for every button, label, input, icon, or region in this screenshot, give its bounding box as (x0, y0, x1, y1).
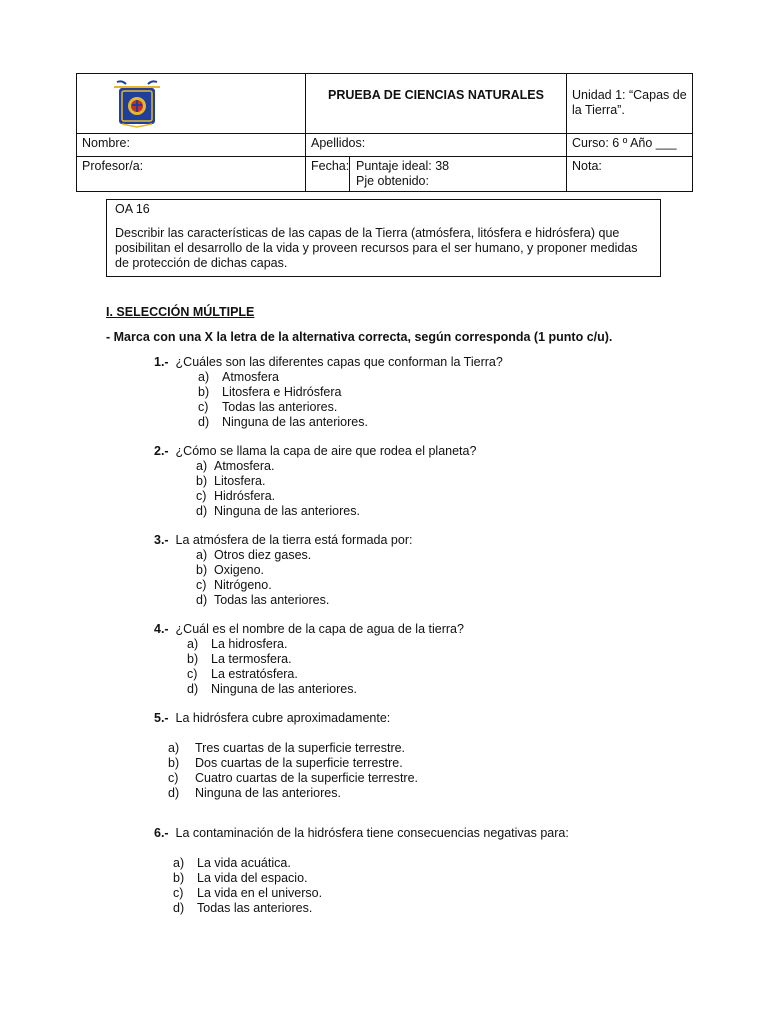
question-text: ¿Cuál es el nombre de la capa de agua de la tierra? (175, 622, 464, 636)
option-c[interactable]: c) Todas las anteriores. (198, 400, 338, 414)
course-label: Curso: 6 º Año ___ (567, 134, 693, 157)
school-crest-icon (108, 80, 166, 128)
ideal-score-label: Puntaje ideal: 38 (356, 159, 450, 173)
option-a[interactable]: a) La vida acuática. (173, 856, 291, 870)
option-d[interactable]: d) Ninguna de las anteriores. (187, 682, 357, 696)
name-label: Nombre: (77, 134, 306, 157)
question-text: La hidrósfera cubre aproximadamente: (175, 711, 391, 725)
question-text: La contaminación de la hidrósfera tiene consecuencias negativas para: (175, 826, 569, 840)
option-d[interactable]: d) Ninguna de las anteriores. (168, 786, 341, 800)
option-d[interactable]: d) Ninguna de las anteriores. (196, 504, 360, 518)
option-c[interactable]: c) Cuatro cuartas de la superficie terrestre. (168, 771, 419, 785)
date-score-cell (306, 157, 567, 192)
objective-text: Describir las características de las capas de la Tierra (atmósfera, litósfera e hidrósfera) que posibilitan el desarrollo de la vida y proveen recursos para el ser humano, y proponer medidas de protección de dichas capas. (115, 226, 638, 270)
option-b[interactable]: b) Litosfera e Hidrósfera (198, 385, 342, 399)
exam-title: PRUEBA DE CIENCIAS NATURALES (306, 74, 567, 134)
option-d[interactable]: d) Todas las anteriores. (173, 901, 313, 915)
option-a[interactable]: a) La hidrosfera. (187, 637, 288, 651)
section-instruction: - Marca con una X la letra de la alternativa correcta, según corresponda (1 punto c/u). (106, 330, 613, 344)
objective-code: OA 16 (115, 202, 150, 216)
option-a[interactable]: a) Tres cuartas de la superficie terrestre. (168, 741, 406, 755)
unit-title: Unidad 1: “Capas de la Tierra”. (567, 74, 693, 134)
section-title: I. SELECCIÓN MÚLTIPLE (106, 305, 255, 319)
exam-header-table (76, 73, 693, 192)
option-c[interactable]: c) La vida en el universo. (173, 886, 323, 900)
option-b[interactable]: b) Litosfera. (196, 474, 266, 488)
teacher-label: Profesor/a: (77, 157, 306, 192)
option-a[interactable]: a) Atmosfera (198, 370, 279, 384)
question-text: ¿Cómo se llama la capa de aire que rodea el planeta? (175, 444, 477, 458)
question-3: 3.- La atmósfera de la tierra está formada por: a) Otros diez gases. b) Oxigeno. c) Nitrógeno. d) Todas las anteriores. (154, 533, 413, 607)
option-b[interactable]: b) La termosfera. (187, 652, 292, 666)
question-text: La atmósfera de la tierra está formada por: (175, 533, 413, 547)
option-a[interactable]: a) Otros diez gases. (196, 548, 312, 562)
question-5: 5.- La hidrósfera cubre aproximadamente: a) Tres cuartas de la superficie terrestre. b) Dos cuartas de la superficie terrestre. c) Cuatro cuartas de la superficie terrestre. d) Ninguna de las anteriores. (154, 711, 419, 800)
option-c[interactable]: c) La estratósfera. (187, 667, 298, 681)
learning-objective-box (106, 199, 661, 277)
question-1: 1.- ¿Cuáles son las diferentes capas que conforman la Tierra? a) Atmosfera b) Litosfera e Hidrósfera c) Todas las anteriores. d) Ninguna de las anteriores. (154, 355, 503, 429)
option-c[interactable]: c) Nitrógeno. (196, 578, 272, 592)
option-b[interactable]: b) La vida del espacio. (173, 871, 308, 885)
question-6: 6.- La contaminación de la hidrósfera tiene consecuencias negativas para: a) La vida acuática. b) La vida del espacio. c) La vida en el universo. d) Todas las anteriores. (154, 826, 569, 915)
option-b[interactable]: b) Dos cuartas de la superficie terrestre. (168, 756, 403, 770)
obtained-score-label: Pje obtenido: (356, 174, 429, 188)
logo-cell (77, 74, 306, 134)
question-2: 2.- ¿Cómo se llama la capa de aire que rodea el planeta? a) Atmosfera. b) Litosfera. c) Hidrósfera. d) Ninguna de las anteriores. (154, 444, 477, 518)
question-text: ¿Cuáles son las diferentes capas que conforman la Tierra? (175, 355, 503, 369)
question-4: 4.- ¿Cuál es el nombre de la capa de agua de la tierra? a) La hidrosfera. b) La termosfera. c) La estratósfera. d) Ninguna de las anteriores. (154, 622, 464, 696)
date-label: Fecha: (306, 157, 350, 191)
option-a[interactable]: a) Atmosfera. (196, 459, 275, 473)
option-d[interactable]: d) Ninguna de las anteriores. (198, 415, 368, 429)
grade-label: Nota: (567, 157, 693, 192)
surname-label: Apellidos: (306, 134, 567, 157)
option-b[interactable]: b) Oxigeno. (196, 563, 265, 577)
option-c[interactable]: c) Hidrósfera. (196, 489, 276, 503)
option-d[interactable]: d) Todas las anteriores. (196, 593, 330, 607)
